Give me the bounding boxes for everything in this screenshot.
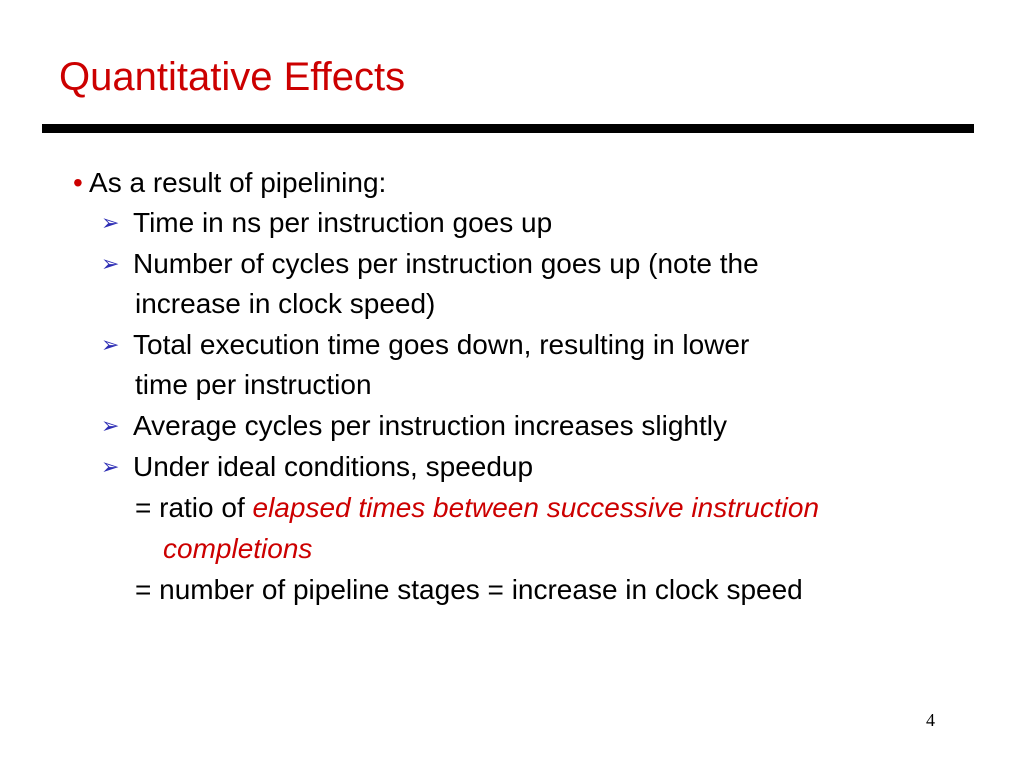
speedup-ratio-emphasis: elapsed times between successive instruction — [252, 492, 820, 523]
subbullet-text: Number of cycles per instruction goes up (note the — [133, 248, 759, 279]
page-number: 4 — [926, 710, 935, 730]
subbullet-continuation: increase in clock speed) — [135, 288, 436, 319]
speedup-ratio-continuation: completions — [163, 533, 313, 564]
main-bullet-text: As a result of pipelining: — [89, 167, 387, 198]
speedup-ratio-line — [135, 488, 819, 528]
subbullet-text: Total execution time goes down, resulting in lower — [133, 329, 750, 360]
subbullet-text: Under ideal conditions, speedup — [133, 451, 534, 482]
subbullet-text: Average cycles per instruction increases slightly — [133, 410, 727, 441]
arrow-bullet-icon: ➢ — [101, 251, 120, 276]
arrow-bullet-icon: ➢ — [101, 210, 120, 235]
bullet-dot-icon: • — [73, 167, 83, 198]
slide-title: Quantitative Effects — [59, 55, 406, 99]
title-divider — [42, 124, 974, 133]
subbullet-continuation: time per instruction — [135, 369, 372, 400]
speedup-ratio-prefix: = ratio of — [135, 492, 253, 523]
arrow-bullet-icon: ➢ — [101, 454, 120, 479]
arrow-bullet-icon: ➢ — [101, 413, 120, 438]
subbullet-text: Time in ns per instruction goes up — [133, 207, 553, 238]
arrow-bullet-icon: ➢ — [101, 332, 120, 357]
main-bullet — [73, 163, 386, 203]
speedup-stages-line: = number of pipeline stages = increase in clock speed — [135, 574, 803, 605]
